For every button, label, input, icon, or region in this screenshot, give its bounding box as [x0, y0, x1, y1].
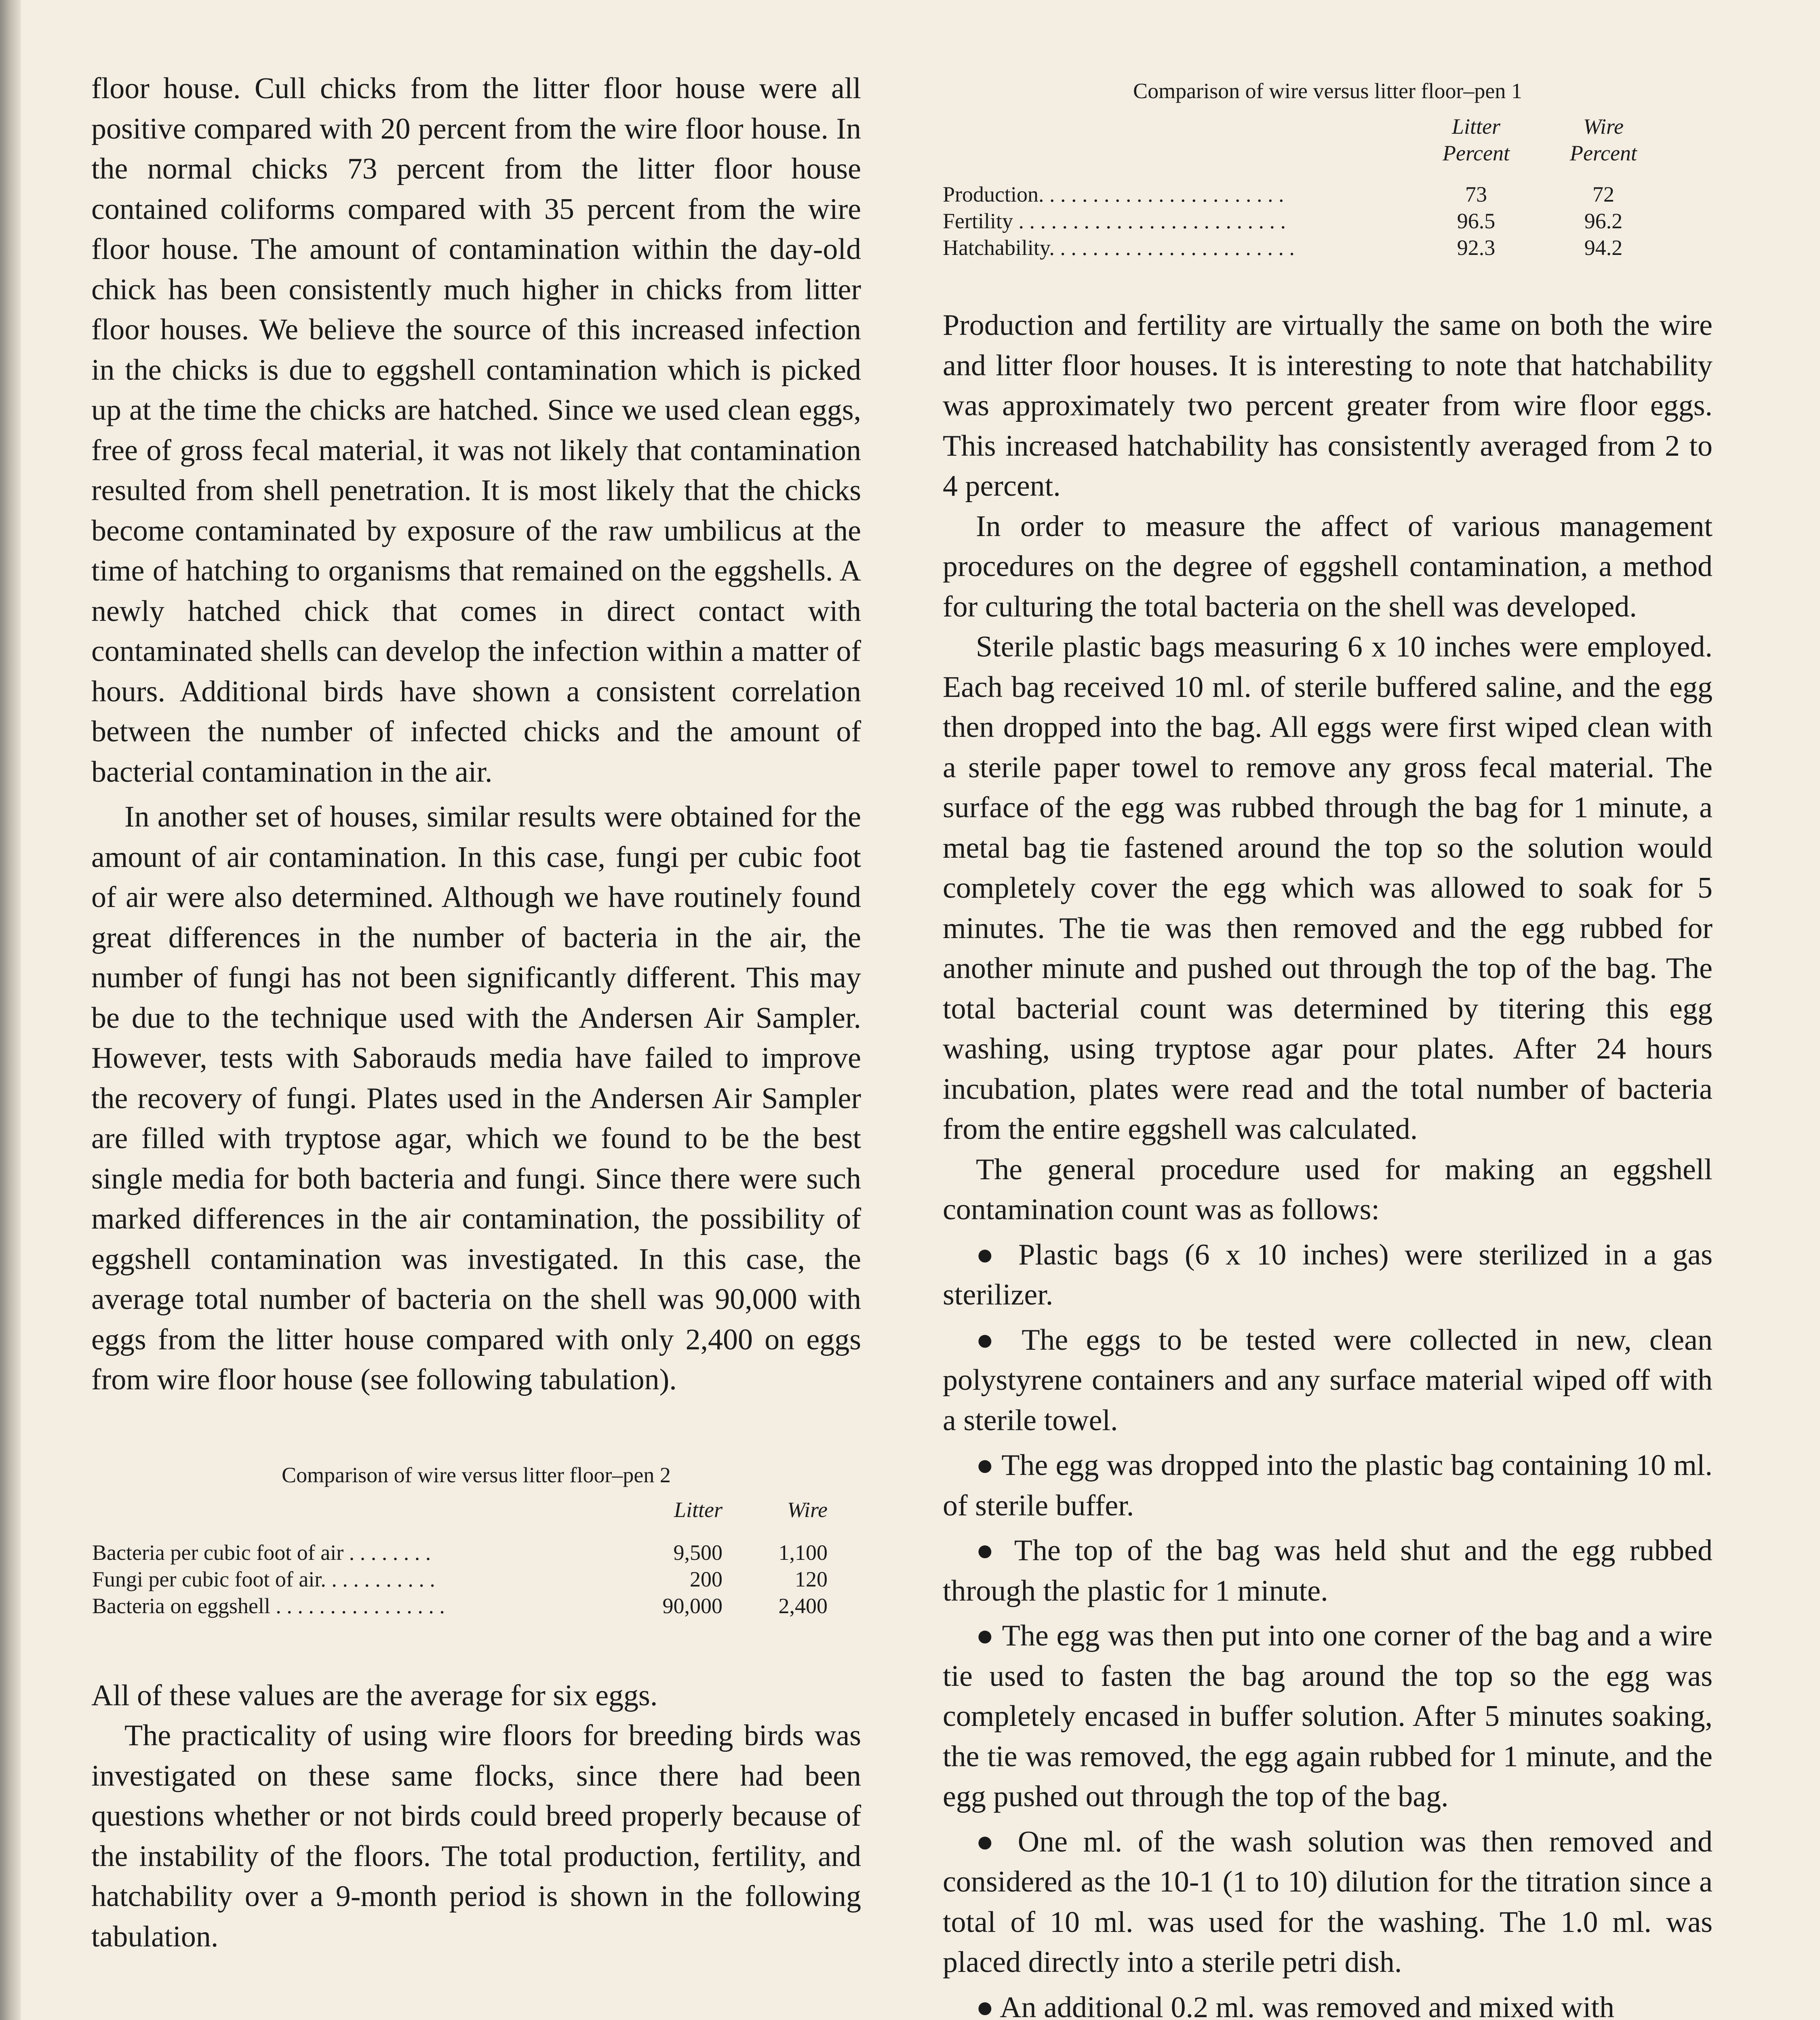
- left-column: [91, 69, 861, 1957]
- table-pen-1-header-wire: Wire: [1583, 114, 1624, 139]
- cell-litter: 96.5: [1457, 209, 1496, 233]
- dot-leader: . . . . . . . .: [343, 1540, 431, 1565]
- bullet-icon: ●: [976, 1449, 994, 1482]
- procedure-step-text: One ml. of the wash solution was then removed and considered as the 10-1 (1 to 10) dilution for the titration since a total of 10 ml. was used for the washing. The 1.0 ml. was placed directly into a sterile petri dish.: [943, 1825, 1713, 1979]
- table-pen-2-header-litter: Litter: [674, 1497, 723, 1522]
- table-pen-1: [943, 77, 1713, 261]
- dot-leader: . . . . . . . . . . . . . . . . . . . . . . .: [1038, 182, 1284, 206]
- row-label: Fungi per cubic foot of air: [92, 1567, 321, 1591]
- table-pen-2-header-wire: Wire: [787, 1497, 828, 1522]
- procedure-step: [943, 1531, 1713, 1611]
- row-label: Bacteria per cubic foot of air: [92, 1540, 344, 1565]
- row-label: Bacteria on eggshell: [92, 1593, 270, 1618]
- row-label: Hatchability: [943, 236, 1049, 260]
- cell-wire: 72: [1592, 182, 1614, 206]
- dot-leader: . . . . . . . . . . . . . . . . . . . . . . . . .: [1013, 209, 1286, 233]
- right-para-4: The general procedure used for making an eggshell contamination count was as follows:: [943, 1153, 1713, 1226]
- table-row: [92, 1593, 828, 1619]
- cell-wire: 120: [795, 1567, 828, 1591]
- procedure-step-text: The top of the bag was held shut and the egg rubbed through the plastic for 1 minute.: [943, 1534, 1713, 1608]
- table-pen-2-caption: Comparison of wire versus litter floor–pen 2: [282, 1462, 671, 1487]
- table-pen-1-caption: Comparison of wire versus litter floor–pen 1: [1133, 79, 1522, 103]
- bullet-icon: ●: [976, 1991, 994, 2020]
- table-row: [943, 234, 1670, 261]
- right-para-3: Sterile plastic bags measuring 6 x 10 inches were employed. Each bag received 10 ml. of sterile buffered saline, and the egg then dropped into the bag. All eggs were first wiped clean with a sterile paper towel to remove any gross fecal material. The surface of the egg was rubbed through the bag for 1 minute, a metal bag tie fastened around the top so the solution would completely cover the egg which was allowed to soak for 5 minutes. The tie was then removed and the egg rubbed for another minute and pushed out through the top of the bag. The total bacterial count was determined by titering this egg washing, using tryptose agar pour plates. After 24 hours incubation, plates were read and the total number of bacteria from the entire eggshell was calculated.: [943, 630, 1713, 1146]
- table-pen-1-subheader-litter: Percent: [1443, 141, 1510, 165]
- cell-wire: 2,400: [778, 1593, 828, 1618]
- table-row: [943, 208, 1670, 234]
- cell-litter: 9,500: [673, 1540, 723, 1565]
- cell-litter: 73: [1465, 182, 1487, 206]
- procedure-step: [943, 1446, 1713, 1526]
- dot-leader: . . . . . . . . . . . . . . . .: [270, 1593, 445, 1618]
- left-para-4: The practicality of using wire floors for breeding birds was investigated on these same flocks, since there had been questions whether or not birds could breed properly because of the instability of the floors. The total production, fertility, and hatchability over a 9-month period is shown in the following tabulation.: [91, 1719, 861, 1953]
- procedure-step-text: The egg was then put into one corner of the bag and a wire tie used to fasten the bag around the top so the egg was completely encased in buffer solution. After 5 minutes soaking, the tie was removed, the egg again rubbed for 1 minute, and the egg pushed out through the top of the bag.: [943, 1619, 1713, 1813]
- procedure-step: [943, 1822, 1713, 1983]
- bullet-icon: ●: [976, 1825, 1002, 1858]
- page-spine-shadow: [0, 0, 21, 2020]
- table-pen-1-grid: [943, 113, 1670, 261]
- bullet-icon: ●: [976, 1619, 995, 1652]
- row-label: Fertility: [943, 209, 1013, 233]
- dot-leader: . . . . . . . . . . . . . . . . . . . . . . .: [1049, 236, 1295, 260]
- dot-leader: . . . . . . . . . . .: [320, 1567, 435, 1591]
- right-para-1: Production and fertility are virtually the same on both the wire and litter floor houses. It is interesting to note that hatchability was approximately two percent greater from wire floor eggs. This increased hatchability has consistently averaged from 2 to 4 percent.: [943, 309, 1713, 503]
- procedure-step: [943, 1988, 1713, 2020]
- table-row: [943, 181, 1670, 208]
- table-row: [92, 1539, 828, 1566]
- bullet-icon: ●: [976, 1238, 1003, 1271]
- left-para-3: All of these values are the average for six eggs.: [91, 1679, 658, 1712]
- bullet-icon: ●: [976, 1534, 1001, 1567]
- cell-litter: 200: [690, 1567, 723, 1591]
- left-para-1: floor house. Cull chicks from the litter floor house were all positive compared with 20 percent from the wire floor house. In the normal chicks 73 percent from the litter floor house contained coliforms compared with 35 percent from the wire floor house. The amount of contamination within the day-old chick has been consistently much higher in chicks from litter floor houses. We believe the source of this increased infection in the chicks is due to eggshell contamination which is picked up at the time the chicks are hatched. Since we used clean eggs, free of gross fecal material, it was not likely that contamination resulted from shell penetration. It is most likely that the chicks become contaminated by exposure of the raw umbilicus at the time of hatching to organisms that remained on the eggshells. A newly hatched chick that comes in direct contact with contaminated shells can develop the infection within a matter of hours. Additional birds have shown a consistent correlation between the number of infected chicks and the amount of bacterial contamination in the air.: [91, 72, 861, 789]
- cell-wire: 96.2: [1584, 209, 1623, 233]
- left-para-2: In another set of houses, similar results were obtained for the amount of air contamination. In this case, fungi per cubic foot of air were also determined. Although we have routinely found great differences in the number of bacteria in the air, the number of fungi has not been significantly different. This may be due to the technique used with the Andersen Air Sampler. However, tests with Saborauds media have failed to improve the recovery of fungi. Plates used in the Andersen Air Sampler are filled with tryptose agar, which we found to be the best single media for both bacteria and fungi. Since there were such marked differences in the air contamination, the possibility of eggshell contamination was investigated. In this case, the average total number of bacteria on the shell was 90,000 with eggs from the litter house compared with only 2,400 on eggs from wire floor house (see following tabulation).: [91, 800, 861, 1396]
- cell-wire: 94.2: [1584, 236, 1623, 260]
- procedure-step: [943, 1235, 1713, 1315]
- table-pen-1-header-litter: Litter: [1451, 114, 1501, 139]
- cell-wire: 1,100: [778, 1540, 828, 1565]
- table-row: [92, 1566, 828, 1593]
- table-pen-1-subheader-wire: Percent: [1570, 141, 1637, 165]
- right-para-2: In order to measure the affect of various management procedures on the degree of eggshell contamination, a method for culturing the total bacteria on the shell was developed.: [943, 509, 1713, 623]
- row-label: Production: [943, 182, 1038, 206]
- procedure-step: [943, 1320, 1713, 1441]
- bullet-icon: ●: [976, 1323, 1005, 1357]
- right-column: [943, 77, 1713, 2020]
- table-pen-2-grid: [92, 1496, 828, 1619]
- procedure-step-text: The eggs to be tested were collected in new, clean polystyrene containers and any surface material wiped off with a sterile towel.: [943, 1323, 1713, 1437]
- cell-litter: 90,000: [662, 1593, 723, 1618]
- procedure-step: [943, 1616, 1713, 1817]
- procedure-step-text: The egg was dropped into the plastic bag containing 10 ml. of sterile buffer.: [943, 1449, 1713, 1522]
- cell-litter: 92.3: [1457, 236, 1496, 260]
- table-pen-2: [91, 1461, 861, 1619]
- procedure-step-text: An additional 0.2 ml. was removed and mixed with: [1000, 1991, 1614, 2020]
- procedure-step-text: Plastic bags (6 x 10 inches) were sterilized in a gas sterilizer.: [943, 1238, 1713, 1311]
